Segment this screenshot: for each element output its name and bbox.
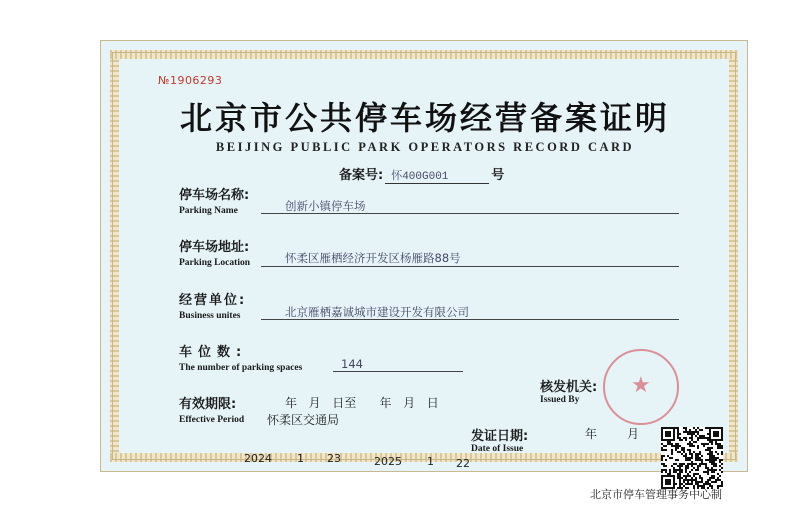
end-day: 22 — [456, 457, 470, 470]
issue-date-label-en: Date of Issue — [471, 444, 524, 454]
spaces-label: 车位数: — [179, 345, 248, 360]
business-units-label: 经营单位: — [179, 293, 247, 308]
start-year: 2024 — [244, 452, 272, 465]
parking-location-line — [261, 266, 679, 267]
certificate — [100, 40, 748, 472]
seal-star-icon: ★ — [631, 373, 651, 398]
record-number-label: 备案号: — [339, 168, 384, 183]
business-units-label-en: Business unites — [179, 311, 241, 321]
end-month: 1 — [427, 455, 434, 468]
qr-code-icon — [661, 427, 723, 489]
official-seal-icon — [603, 349, 679, 425]
issued-by-label-en: Issued By — [540, 395, 580, 405]
issued-by-label: 核发机关: — [540, 380, 598, 395]
parking-location-value: 怀柔区雁栖经济开发区杨雁路88号 — [285, 251, 461, 265]
business-units-value: 北京雁栖嘉诚城市建设开发有限公司 — [285, 305, 469, 319]
spaces-label-en: The number of parking spaces — [179, 363, 303, 373]
serial-number: №1906293 — [158, 74, 223, 87]
spaces-value: 144 — [341, 357, 363, 371]
title-english: BEIJING PUBLIC PARK OPERATORS RECORD CARD — [215, 140, 635, 154]
record-number-value: 怀400G001 — [385, 167, 489, 184]
issue-date-month-char: 月 — [627, 427, 640, 441]
parking-name-value: 创新小镇停车场 — [285, 199, 366, 213]
parking-location-label-en: Parking Location — [179, 258, 250, 268]
parking-location-label: 停车场地址: — [179, 240, 250, 255]
issue-date-year-char: 年 — [585, 427, 598, 441]
validity-label: 有效期限: — [179, 397, 237, 412]
issue-date-label: 发证日期: — [471, 429, 529, 444]
start-day: 23 — [327, 452, 341, 465]
spaces-line — [333, 371, 463, 372]
record-number — [339, 164, 504, 184]
parking-name-label-en: Parking Name — [179, 206, 238, 216]
issuer-text: 怀柔区交通局 — [267, 413, 340, 427]
title-chinese: 北京市公共停车场经营备案证明 — [179, 99, 670, 137]
end-year: 2025 — [374, 455, 402, 468]
validity-label-en: Effective Period — [179, 415, 245, 425]
record-number-suffix: 号 — [491, 168, 505, 183]
start-month: 1 — [297, 452, 304, 465]
maker-text: 北京市停车管理事务中心制 — [590, 488, 722, 501]
validity-template: 年 月 日至 年 月 日 — [285, 396, 439, 410]
parking-name-label: 停车场名称: — [179, 188, 250, 203]
